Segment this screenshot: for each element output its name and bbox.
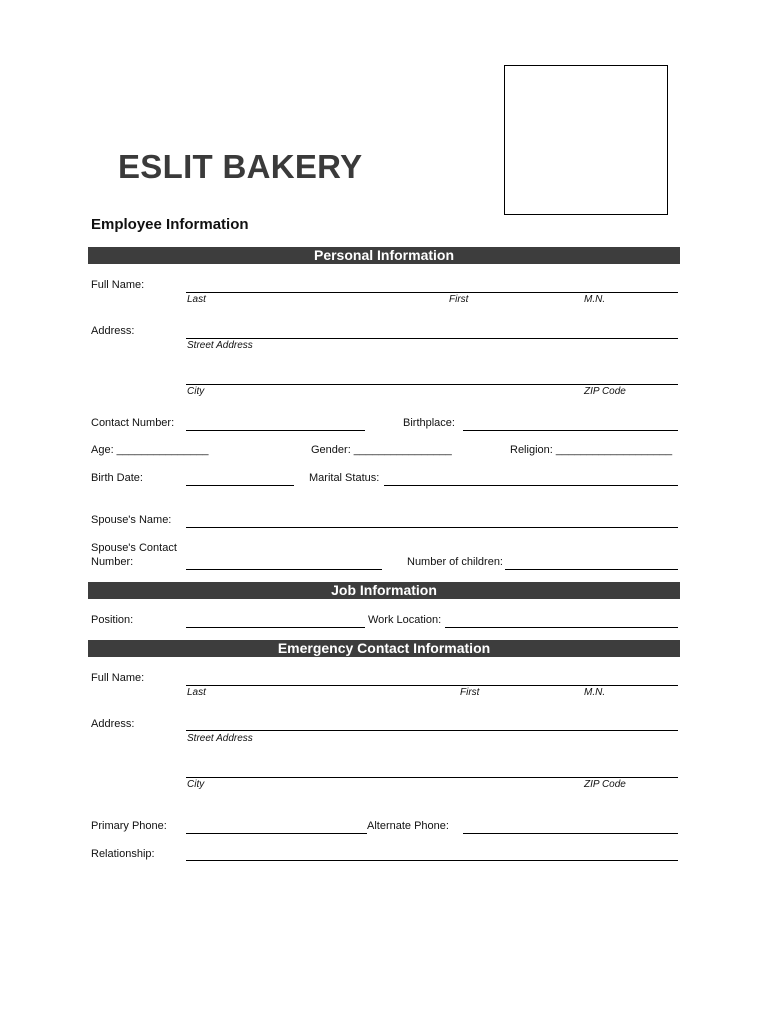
work-location-label: Work Location: bbox=[368, 614, 442, 626]
spouse-contact-label-line2: Number: bbox=[91, 556, 134, 568]
age-field[interactable]: Age: _______________ bbox=[91, 444, 209, 456]
children-field[interactable] bbox=[505, 569, 678, 570]
alternate-phone-label: Alternate Phone: bbox=[367, 820, 449, 832]
relationship-field[interactable] bbox=[186, 860, 678, 861]
contact-number-label: Contact Number: bbox=[91, 417, 175, 429]
city-zip-field[interactable] bbox=[186, 384, 678, 385]
first-name-caption: First bbox=[449, 294, 469, 305]
marital-status-label: Marital Status: bbox=[309, 472, 380, 484]
birthplace-field[interactable] bbox=[463, 430, 678, 431]
emergency-first-caption: First bbox=[460, 687, 480, 698]
gender-field[interactable]: Gender: ________________ bbox=[311, 444, 452, 456]
position-label: Position: bbox=[91, 614, 134, 626]
spouse-contact-field[interactable] bbox=[186, 569, 382, 570]
contact-number-field[interactable] bbox=[186, 430, 365, 431]
city-caption: City bbox=[187, 386, 205, 397]
street-address-field[interactable] bbox=[186, 338, 678, 339]
emergency-street-field[interactable] bbox=[186, 730, 678, 731]
emergency-last-caption: Last bbox=[187, 687, 206, 698]
emergency-zip-caption: ZIP Code bbox=[584, 779, 626, 790]
emergency-street-caption: Street Address bbox=[187, 733, 253, 744]
spouse-name-field[interactable] bbox=[186, 527, 678, 528]
primary-phone-field[interactable] bbox=[186, 833, 367, 834]
last-name-caption: Last bbox=[187, 294, 206, 305]
full-name-field[interactable] bbox=[186, 292, 678, 293]
emergency-city-zip-field[interactable] bbox=[186, 777, 678, 778]
section-header-job: Job Information bbox=[88, 582, 680, 599]
emergency-full-name-field[interactable] bbox=[186, 685, 678, 686]
spouse-name-label: Spouse's Name: bbox=[91, 514, 172, 526]
section-header-emergency: Emergency Contact Information bbox=[88, 640, 680, 657]
emergency-address-label: Address: bbox=[91, 718, 135, 730]
form-title: Employee Information bbox=[91, 216, 249, 233]
middle-name-caption: M.N. bbox=[584, 294, 606, 305]
birth-date-field[interactable] bbox=[186, 485, 294, 486]
emergency-full-name-label: Full Name: bbox=[91, 672, 145, 684]
position-field[interactable] bbox=[186, 627, 365, 628]
religion-field[interactable]: Religion: ___________________ bbox=[510, 444, 673, 456]
company-name: ESLIT BAKERY bbox=[118, 148, 363, 185]
primary-phone-label: Primary Phone: bbox=[91, 820, 167, 832]
emergency-city-caption: City bbox=[187, 779, 205, 790]
birthplace-label: Birthplace: bbox=[403, 417, 455, 429]
photo-placeholder-box bbox=[504, 65, 668, 215]
birth-date-label: Birth Date: bbox=[91, 472, 143, 484]
full-name-label: Full Name: bbox=[91, 279, 145, 291]
section-header-personal: Personal Information bbox=[88, 247, 680, 264]
alternate-phone-field[interactable] bbox=[463, 833, 678, 834]
spouse-contact-label-line1: Spouse's Contact bbox=[91, 542, 177, 554]
zip-code-caption: ZIP Code bbox=[584, 386, 626, 397]
marital-status-field[interactable] bbox=[384, 485, 678, 486]
street-address-caption: Street Address bbox=[187, 340, 253, 351]
address-label: Address: bbox=[91, 325, 135, 337]
relationship-label: Relationship: bbox=[91, 848, 155, 860]
children-label: Number of children: bbox=[407, 556, 503, 568]
work-location-field[interactable] bbox=[445, 627, 678, 628]
emergency-mn-caption: M.N. bbox=[584, 687, 606, 698]
